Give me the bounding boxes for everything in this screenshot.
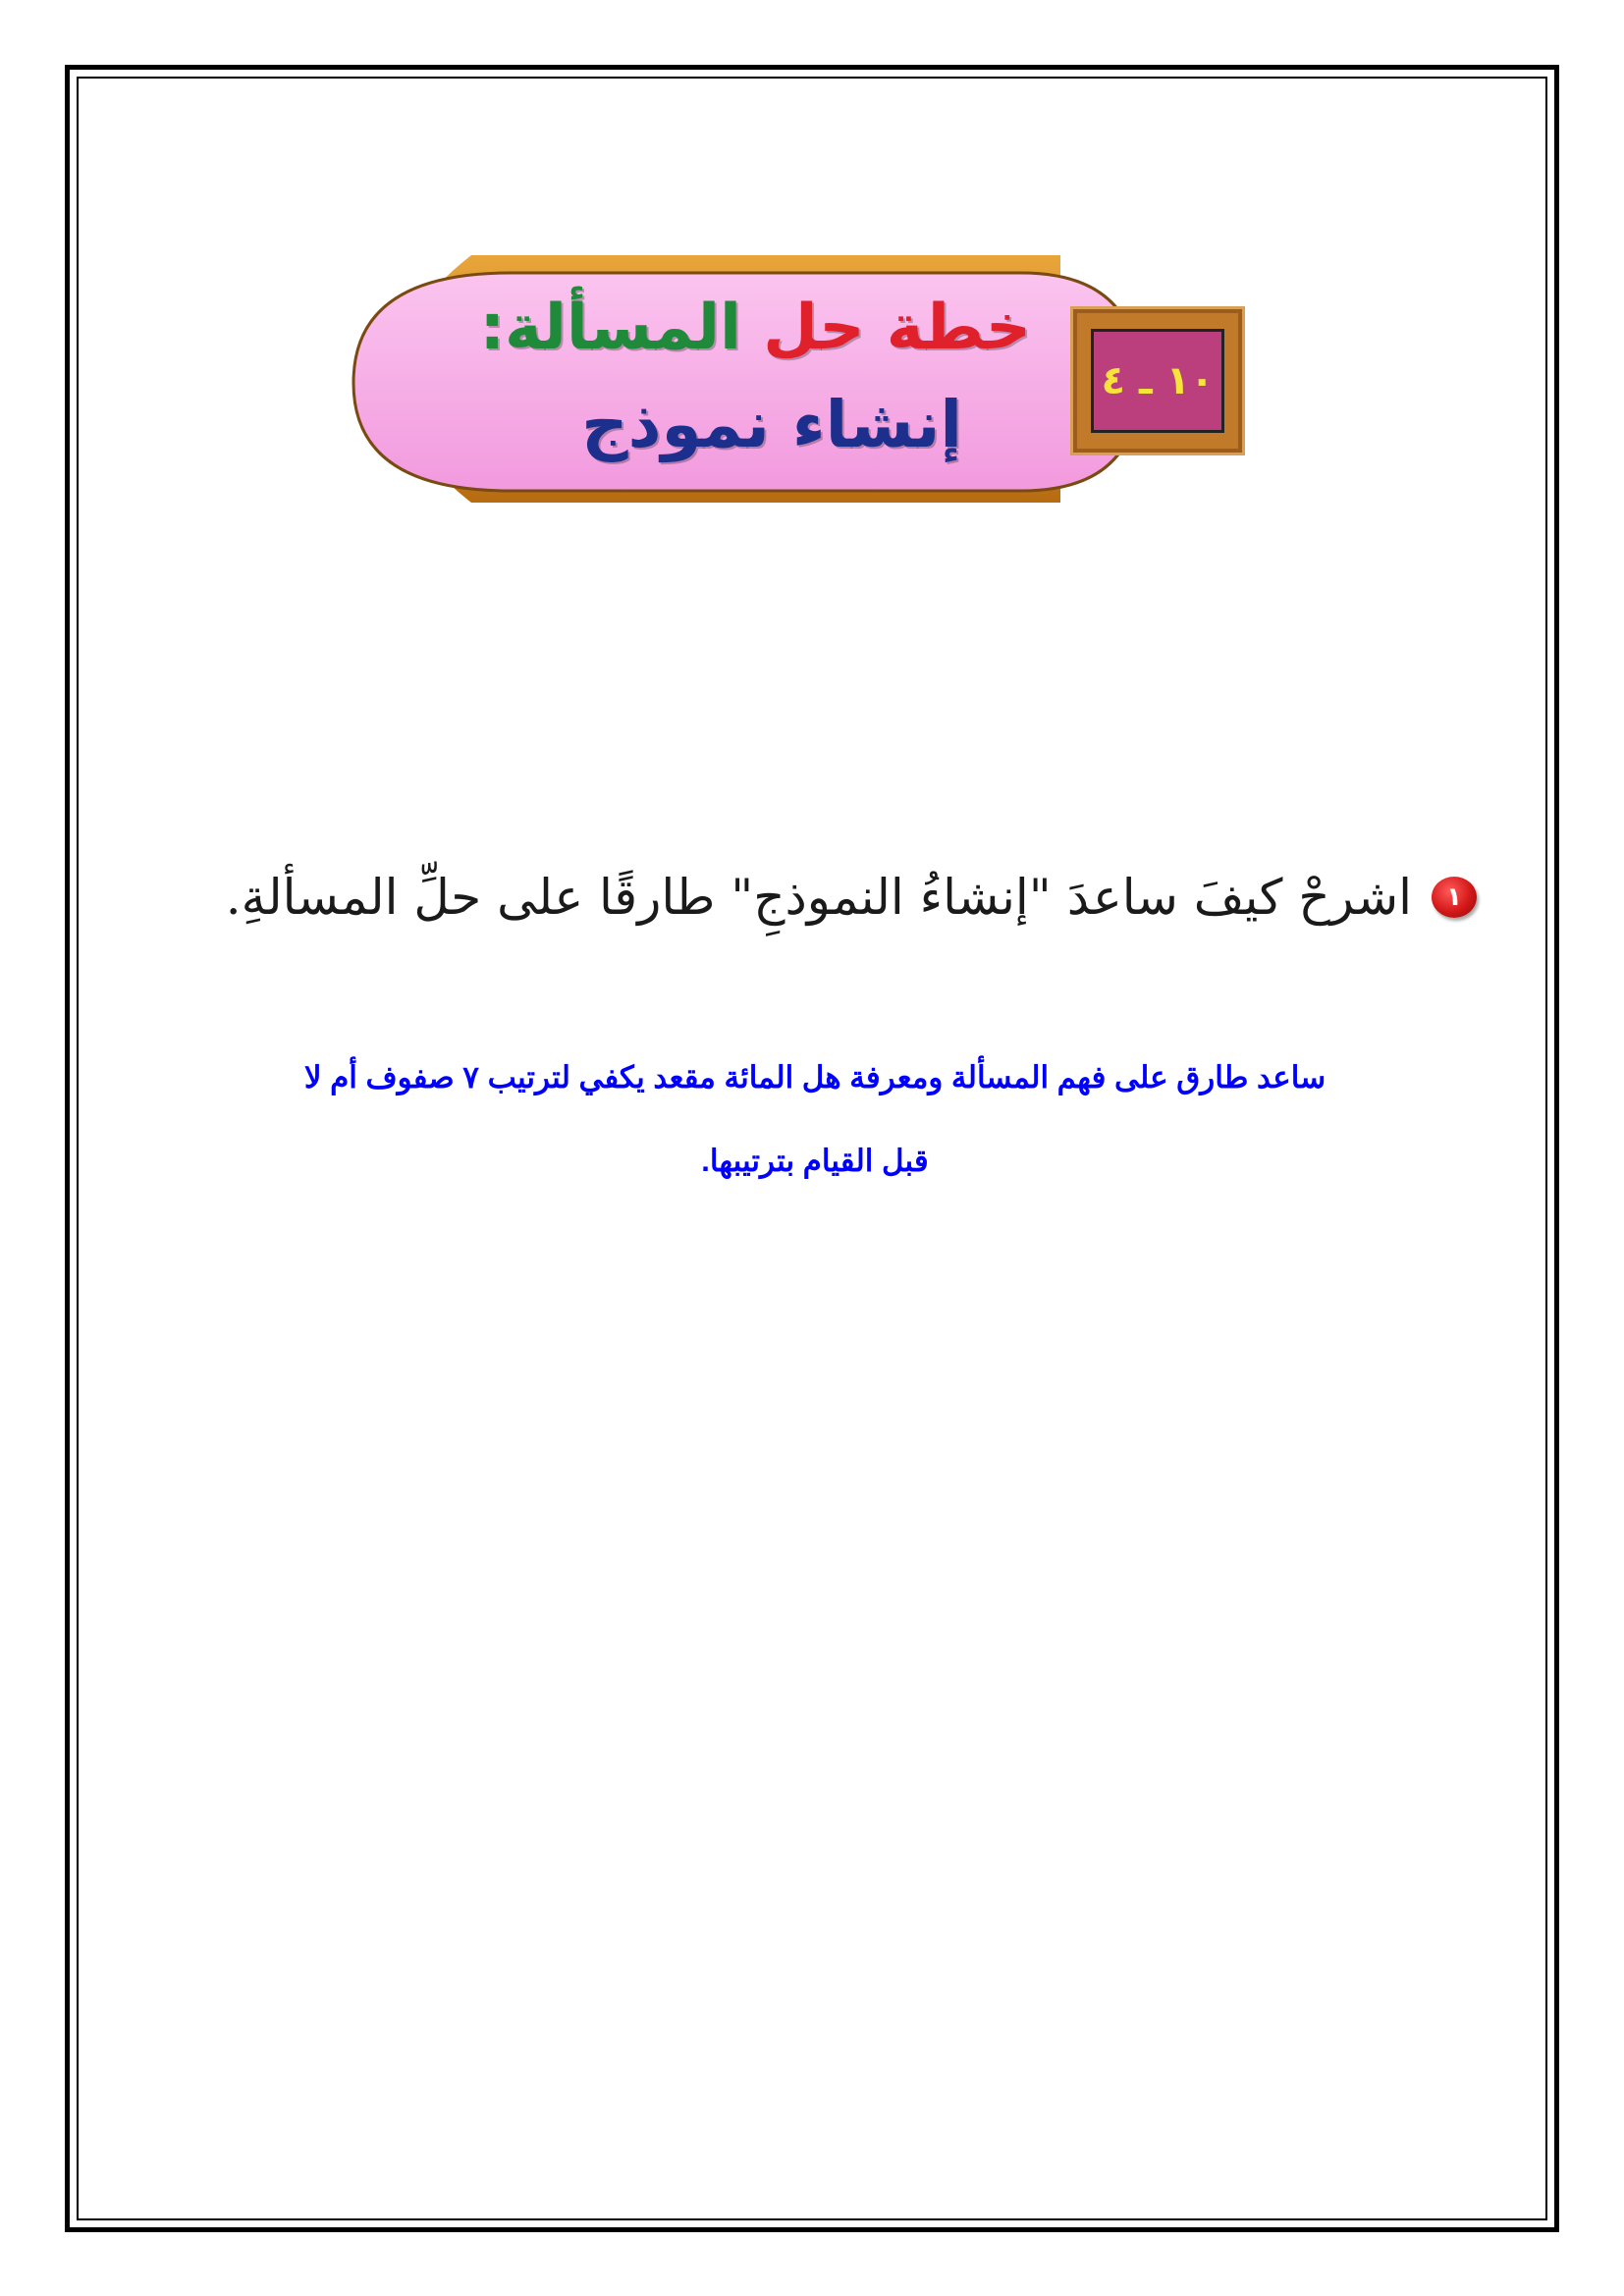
lesson-number: ١٠ ـ ٤ bbox=[1101, 358, 1215, 403]
banner-title-part1: خطة bbox=[864, 292, 1031, 364]
banner-title-part2: حل bbox=[740, 292, 865, 364]
banner-subtitle: إنشاء نموذج bbox=[581, 387, 962, 462]
banner-title-part3: المسألة: bbox=[479, 292, 741, 364]
lesson-banner bbox=[314, 245, 1276, 510]
banner-title bbox=[479, 292, 1031, 364]
lesson-badge bbox=[1070, 306, 1245, 455]
question-number-marker: ١ bbox=[1432, 877, 1477, 918]
answer-line-2: قبل القيام بترتيبها. bbox=[701, 1144, 929, 1178]
question-text: اشرحْ كيفَ ساعدَ "إنشاءُ النموذجِ" طارقًا على حلِّ المسألةِ. bbox=[225, 869, 1412, 926]
answer-line-1: ساعد طارق على فهم المسألة ومعرفة هل المائة مقعد يكفي لترتيب ٧ صفوف أم لا bbox=[303, 1060, 1326, 1095]
lesson-badge-inner bbox=[1091, 329, 1224, 433]
question bbox=[226, 869, 1477, 926]
